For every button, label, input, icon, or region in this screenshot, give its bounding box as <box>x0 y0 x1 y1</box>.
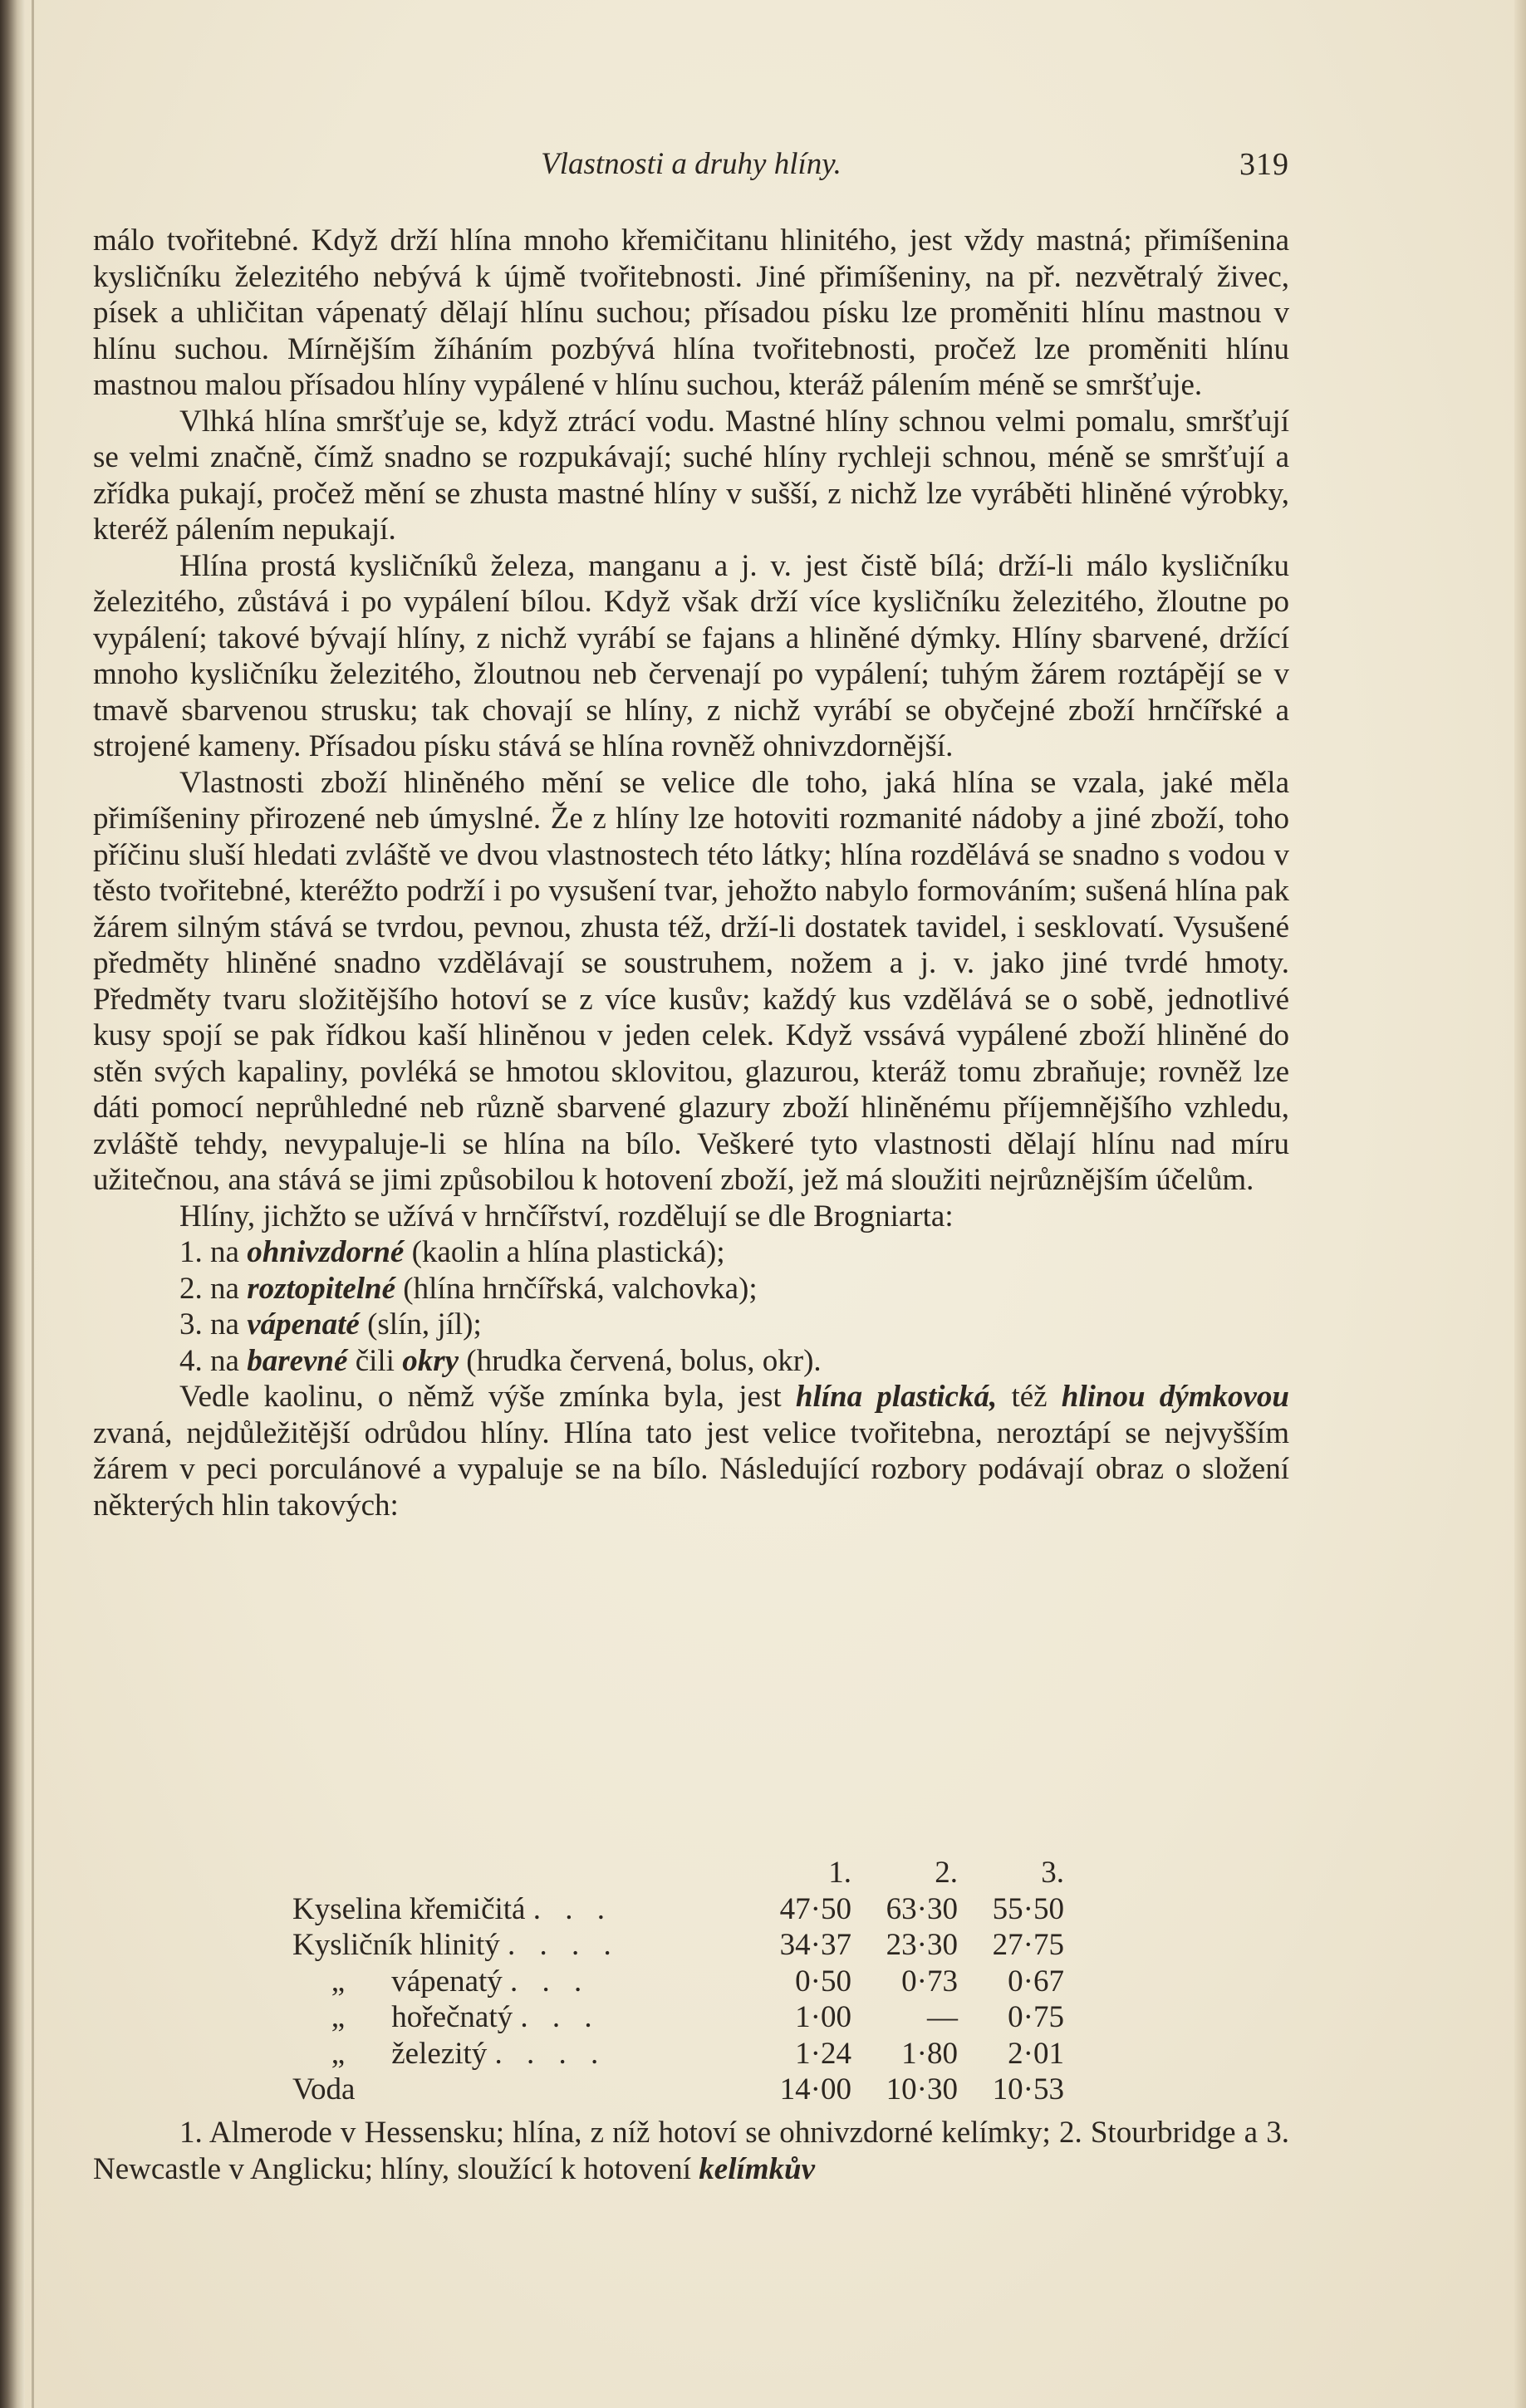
kaolin-term-plastic: hlína plastická, <box>795 1380 998 1414</box>
analysis-table-wrap <box>93 1855 1289 2108</box>
running-title: Vlastnosti a druhy hlíny. <box>541 147 842 181</box>
list-term: ohnivzdorné <box>247 1235 405 1269</box>
table-header-row <box>292 1855 1064 1891</box>
table-row: Kyselina křemičitá . . . 47·50 63·30 55·50 <box>292 1891 1064 1926</box>
table-cell: 14·00 <box>779 2072 851 2107</box>
page-right-edge <box>1514 0 1526 2408</box>
list-term: roztopitelné <box>247 1271 396 1306</box>
row-label: železitý <box>391 2036 488 2071</box>
list-term: barevné <box>247 1343 348 1378</box>
table-cell: 1·00 <box>795 2000 851 2035</box>
row-label: Kyselina křemičitá <box>292 1891 526 1926</box>
ditto-mark: „ <box>331 1964 346 1998</box>
table-cell: 0·75 <box>1008 2000 1064 2035</box>
row-label: hořečnatý <box>391 2000 513 2035</box>
ditto-mark: „ <box>331 2000 346 2035</box>
list-item: 2. na roztopitelné (hlína hrnčířská, valchovka); <box>179 1271 758 1306</box>
binding-gutter-line <box>32 0 34 2408</box>
table-row: „ hořečnatý . . . 1·00 — 0·75 <box>292 1999 1064 2036</box>
table-cell: 34·37 <box>779 1928 851 1963</box>
source-note-text: 1. Almerode v Hessensku; hlína, z níž hotoví se ohnivzdorné kelímky; 2. Stourbridge a 3. Newcastle v Anglicku; hlíny, sloužící k hotovení <box>93 2116 1289 2186</box>
table-row: Kysličník hlinitý . . . . 34·37 23·30 27·75 <box>292 1928 1064 1963</box>
page-number: 319 <box>1239 147 1289 182</box>
table-cell: 27·75 <box>992 1928 1064 1963</box>
list-term: vápenaté <box>247 1307 360 1341</box>
table-cell: 1·80 <box>901 2036 958 2071</box>
table-cell: 10·30 <box>886 2072 958 2107</box>
table-cell: 10·53 <box>992 2072 1064 2107</box>
classification-list <box>93 1234 1289 1379</box>
column-header: 2. <box>935 1856 958 1891</box>
table-cell: 2·01 <box>1008 2036 1064 2071</box>
list-item: 4. na barevné čili okry (hrudka červená, bolus, okr). <box>179 1343 822 1378</box>
source-note-term: kelímkův <box>699 2151 816 2186</box>
table-source-note <box>93 2115 1289 2187</box>
row-label: Kysličník hlinitý <box>292 1928 500 1963</box>
page-header <box>93 146 1289 188</box>
table-cell: 1·24 <box>795 2036 851 2071</box>
table-cell: 63·30 <box>886 1891 958 1926</box>
kaolin-term-pipe: hlinou dýmkovou <box>1061 1380 1289 1414</box>
paragraph-kaolin: Vedle kaolinu, o němž výše zmínka byla, jest hlína plastická, též hlinou dýmkovou zvaná, nejdůležitější odrůdou hlíny. Hlína tato jest velice tvořitebna, neroztápí se nejvyšším žárem v peci porculánové a vypaluje se na bílo. Následující rozbory podávají obraz o složení některých hlin takových: <box>93 1380 1289 1523</box>
list-item: 3. na vápenaté (slín, jíl); <box>179 1307 482 1341</box>
paragraph-classification-intro: Hlíny, jichžto se užívá v hrnčířství, rozdělují se dle Brogniarta: <box>179 1199 954 1233</box>
table-cell: — <box>927 2000 958 2035</box>
column-header: 3. <box>1041 1856 1064 1891</box>
table-cell: 23·30 <box>886 1928 958 1963</box>
analysis-table <box>292 1855 1064 2108</box>
row-label: vápenatý <box>391 1964 503 1998</box>
row-label: Voda <box>292 2072 356 2107</box>
paragraph-properties: Vlastnosti zboží hliněného mění se velice dle toho, jaká hlína se vzala, jaké měla přimíšeniny přirozené neb úmyslné. Že z hlíny lze hotoviti rozmanité nádoby a jiné zboží, toho příčinu sluší hledati zvláště ve dvou vlastnostech této látky; hlína rozdělává se snadno s vodou v těsto tvořitebné, kteréžto podrží i po vysušení tvar, jehožto nabylo formováním; sušená hlína pak žárem silným stává se tvrdou, pevnou, zhusta též, drží-li dostatek tavidel, i sesklovatí. Vysušené předměty hliněné snadno vzdělávají se soustruhem, nožem a j. v. jako jiné tvrdé hmoty. Předměty tvaru složitějšího hotoví se z více kusův; každý kus vzdělává se o sobě, jednotlivé kusy spojí se pak řídkou kaší hliněnou v jeden celek. Když vssává vypálené zboží hliněné do stěn svých kapaliny, povléká se hmotou sklovitou, glazurou, kteráž tomu zbraňuje; rovněž lze dáti pomocí neprůhledné neb různě sbarvené glazury zboží hliněnému příjemnějšího vzhledu, zvláště tehdy, nevypaluje-li se hlína na bílo. Veškeré tyto vlastnosti dělají hlínu nad míru užitečnou, ana stává se jimi způsobilou k hotovení zboží, jež má sloužiti nejrůznějším účelům. <box>93 765 1289 1197</box>
table-cell: 0·50 <box>795 1964 851 1998</box>
table-row: „ vápenatý . . . 0·50 0·73 0·67 <box>292 1964 1064 2000</box>
table-cell: 0·67 <box>1008 1964 1064 1998</box>
column-header: 1. <box>828 1856 851 1891</box>
body-text <box>93 223 1289 1523</box>
table-row <box>292 2072 1064 2108</box>
paragraph-colour: Hlína prostá kysličníků železa, manganu a j. v. jest čistě bílá; drží-li málo kysličníku železitého, zůstává i po vypálení bílou. Když však drží více kysličníku železitého, žloutne po vypálení; takové bývají hlíny, z nichž vyrábí se fajans a hliněné dýmky. Hlíny sbarvené, držící mnoho kysličníku železitého, žloutnou neb červenají po vypálení; tuhým žárem roztápějí se v tmavě sbarvenou strusku; tak chovají se hlíny, z nichž vyrábí se obyčejné zboží hrnčířské a strojené kameny. Přísadou písku stává se hlína rovněž ohnivzdornější. <box>93 548 1289 763</box>
book-binding-edge <box>0 0 25 2408</box>
table-row: „ železitý . . . . 1·24 1·80 2·01 <box>292 2036 1064 2072</box>
paragraph-shrinkage: Vlhká hlína smršťuje se, když ztrácí vodu. Mastné hlíny schnou velmi pomalu, smršťují se velmi značně, čímž snadno se rozpukávají; suché hlíny rychleji schnou, méně se smršťují a zřídka pukají, pročež mění se zhusta mastné hlíny v sušší, z nichž lze vyráběti hliněné výrobky, kteréž pálením nepukají. <box>93 404 1289 547</box>
ditto-mark: „ <box>331 2036 346 2071</box>
table-cell: 47·50 <box>779 1891 851 1926</box>
paragraph-continuation: málo tvořitebné. Když drží hlína mnoho křemičitanu hlinitého, jest vždy mastná; přimíšenina kysličníku železitého nebývá k újmě tvořitebnosti. Jiné přimíšeniny, na př. nezvětralý živec, písek a uhličitan vápenatý dělají hlínu suchou; přísadou písku lze proměniti hlínu mastnou v hlínu suchou. Mírnějším žíháním pozbývá hlína tvořitebnosti, pročež lze proměniti hlínu mastnou malou přísadou hlíny vypálené v hlínu suchou, kteráž pálením méně se smršťuje. <box>93 223 1289 402</box>
table-cell: 55·50 <box>992 1891 1064 1926</box>
list-term: okry <box>402 1343 459 1378</box>
table-cell: 0·73 <box>901 1964 958 1998</box>
list-item: 1. na ohnivzdorné (kaolin a hlína plastická); <box>179 1235 725 1269</box>
